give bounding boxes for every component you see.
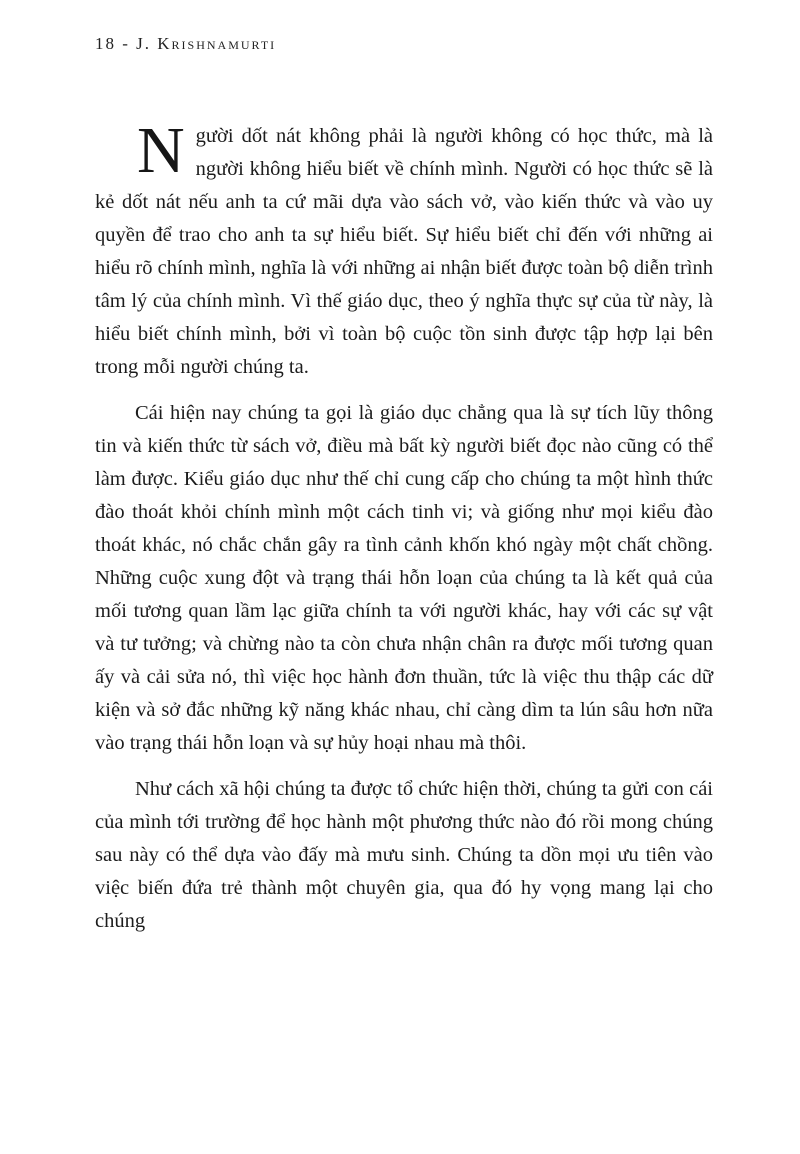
dropcap-letter: N: [137, 114, 185, 187]
paragraph-3: Như cách xã hội chúng ta được tổ chức hiện thời, chúng ta gửi con cái của mình tới trường để học hành một phương thức nào đó rồi mong chúng sau này có thể dựa vào đấy mà mưu sinh. Chúng ta dồn mọi ưu tiên vào việc biến đứa trẻ thành một chuyên gia, qua đó hy vọng mang lại cho chúng: [95, 778, 713, 932]
running-header: [95, 34, 276, 54]
page-number-author: 18 - J. Krishnamurti: [95, 34, 277, 53]
page-body: [95, 114, 713, 951]
paragraph-1-text: gười dốt nát không phải là người không có học thức, mà là người không hiểu biết về chính mình. Người có học thức sẽ là kẻ dốt nát nếu anh ta cứ mãi dựa vào sách vở, vào kiến thức và vào uy quyền để trao cho anh ta sự hiểu biết. Sự hiểu biết chỉ đến với những ai hiểu rõ chính mình, nghĩa là với những ai nhận biết được toàn bộ diễn trình tâm lý của chính mình. Vì thế giáo dục, theo ý nghĩa thực sự của từ này, là hiểu biết chính mình, bởi vì toàn bộ cuộc tồn sinh được tập hợp lại bên trong mỗi người chúng ta.: [95, 125, 713, 378]
paragraph-1: [95, 114, 713, 384]
paragraph-2: Cái hiện nay chúng ta gọi là giáo dục chẳng qua là sự tích lũy thông tin và kiến thức từ sách vở, điều mà bất kỳ người biết đọc nào cũng có thể làm được. Kiểu giáo dục như thế chỉ cung cấp cho chúng ta một hình thức đào thoát khỏi chính mình một cách tinh vi; và giống như mọi kiểu đào thoát khác, nó chắc chắn gây ra tình cảnh khốn khó ngày một chất chồng. Những cuộc xung đột và trạng thái hỗn loạn của chúng ta là kết quả của mối tương quan lầm lạc giữa chính ta với người khác, hay với các sự vật và tư tưởng; và chừng nào ta còn chưa nhận chân ra được mối tương quan ấy và cải sửa nó, thì việc học hành đơn thuần, tức là việc thu thập các dữ kiện và sở đắc những kỹ năng khác nhau, chỉ càng dìm ta lún sâu hơn nữa vào trạng thái hỗn loạn và sự hủy hoại nhau mà thôi.: [95, 402, 713, 754]
